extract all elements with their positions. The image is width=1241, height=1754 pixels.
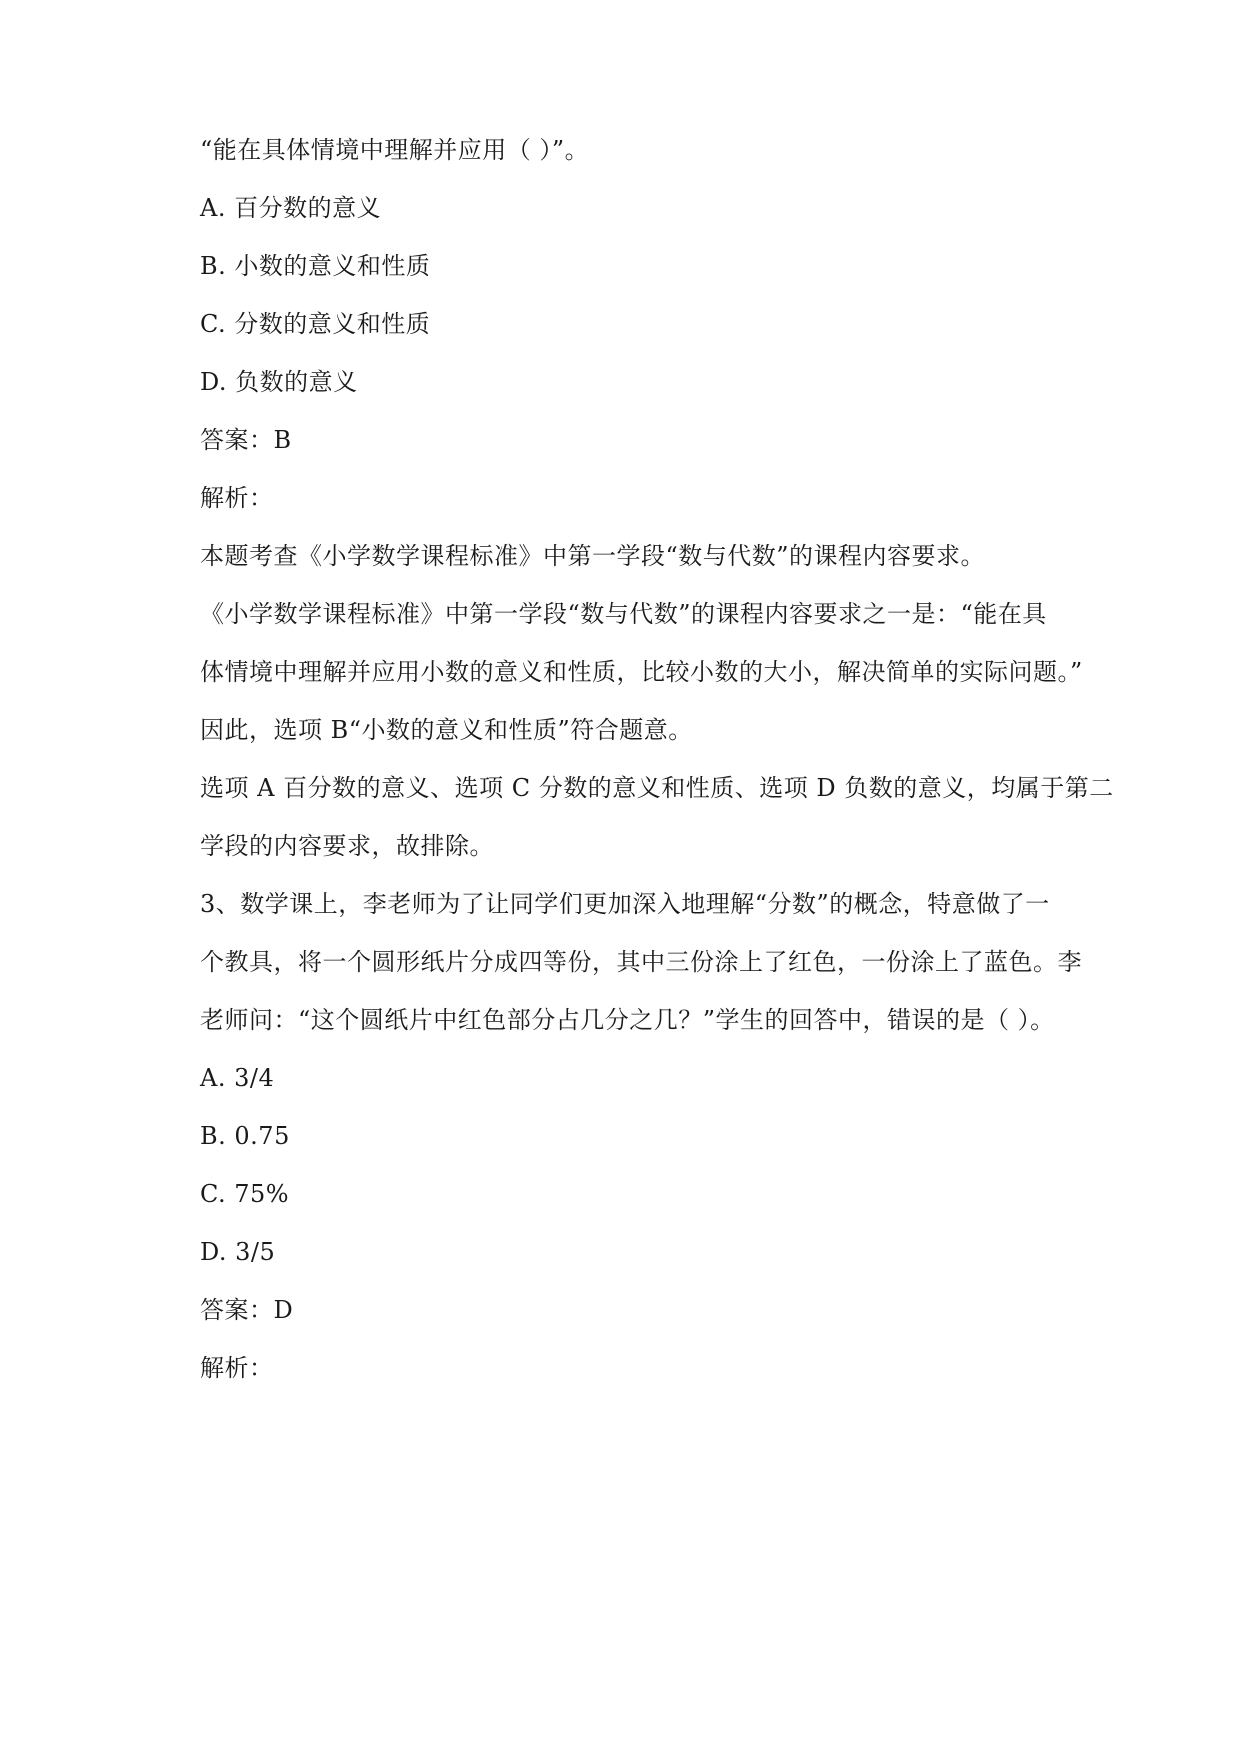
q3-stem-line: 个教具，将一个圆形纸片分成四等份，其中三份涂上了红色，一份涂上了蓝色。李 bbox=[200, 948, 1082, 976]
q2-analysis-line: 本题考查《小学数学课程标准》中第一学段“数与代数”的课程内容要求。 bbox=[200, 542, 986, 570]
q3-answer: 答案：D bbox=[200, 1296, 294, 1324]
q2-analysis-label: 解析： bbox=[200, 484, 274, 512]
q2-analysis-line: 体情境中理解并应用小数的意义和性质，比较小数的大小，解决简单的实际问题。” bbox=[200, 658, 1083, 686]
q3-stem-line: 3、数学课上，李老师为了让同学们更加深入地理解“分数”的概念，特意做了一 bbox=[200, 890, 1050, 918]
q2-option-a: A. 百分数的意义 bbox=[200, 194, 382, 222]
q2-analysis-line: 学段的内容要求，故排除。 bbox=[200, 832, 494, 860]
q2-analysis-line: 因此，选项 B“小数的意义和性质”符合题意。 bbox=[200, 716, 693, 744]
q3-option-c: C. 75% bbox=[200, 1180, 290, 1208]
q3-analysis-label: 解析： bbox=[200, 1354, 274, 1382]
q3-option-d: D. 3/5 bbox=[200, 1238, 276, 1266]
q2-answer: 答案：B bbox=[200, 426, 292, 454]
q2-option-d: D. 负数的意义 bbox=[200, 368, 358, 396]
q3-option-b: B. 0.75 bbox=[200, 1122, 290, 1150]
q2-analysis-line: 《小学数学课程标准》中第一学段“数与代数”的课程内容要求之一是：“能在具 bbox=[200, 600, 1047, 628]
q2-option-b: B. 小数的意义和性质 bbox=[200, 252, 431, 280]
q2-option-c: C. 分数的意义和性质 bbox=[200, 310, 431, 338]
q3-stem-line: 老师问：“这个圆纸片中红色部分占几分之几？”学生的回答中，错误的是（ ）。 bbox=[200, 1006, 1055, 1034]
q2-stem-tail: “能在具体情境中理解并应用（ ）”。 bbox=[200, 136, 590, 164]
q2-analysis-line: 选项 A 百分数的意义、选项 C 分数的意义和性质、选项 D 负数的意义，均属于第二 bbox=[200, 774, 1114, 802]
q3-option-a: A. 3/4 bbox=[200, 1064, 275, 1092]
